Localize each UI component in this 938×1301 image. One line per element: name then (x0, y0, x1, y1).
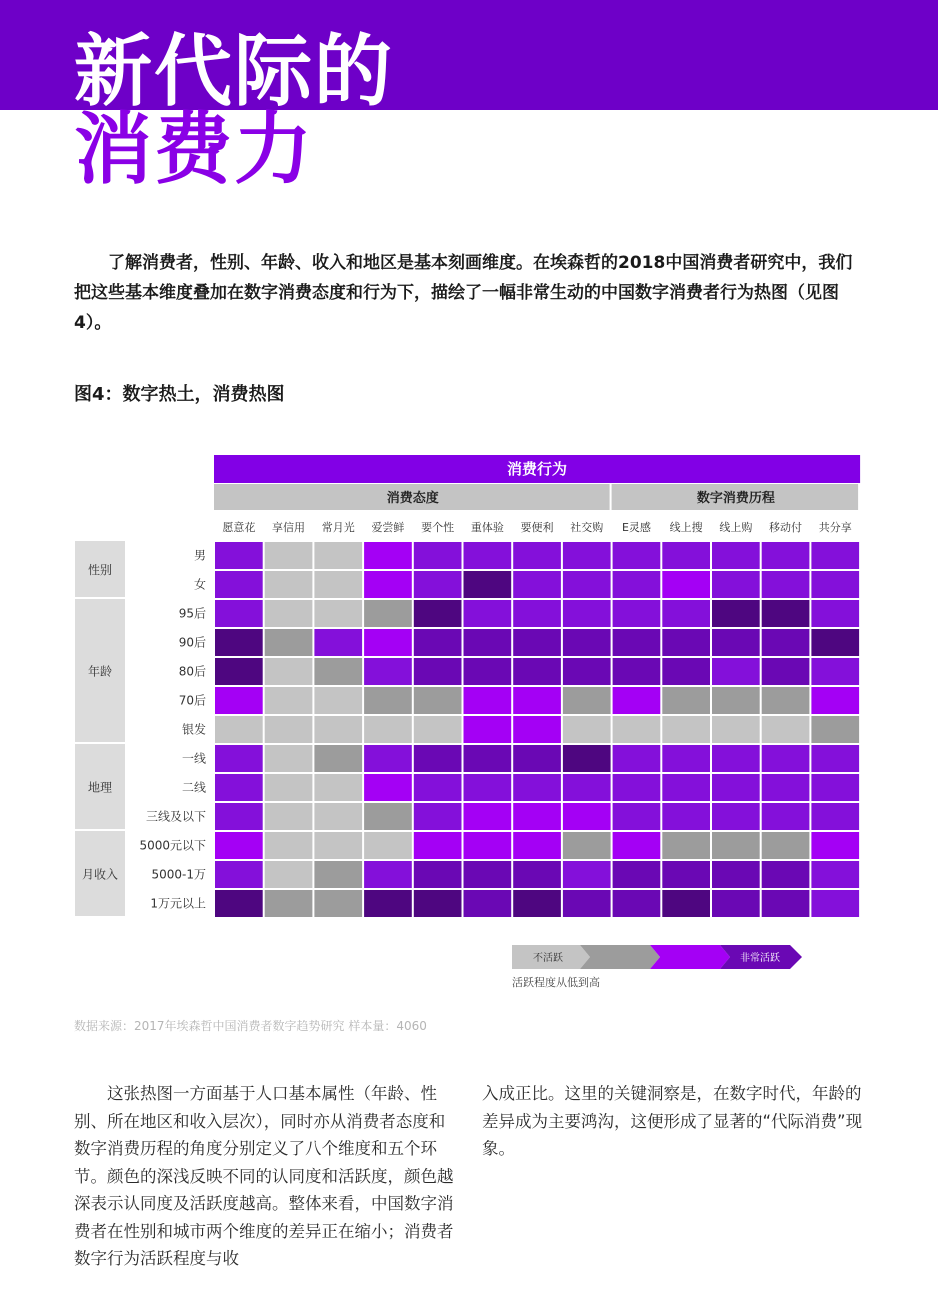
column-group-label: 数字消费历程 (696, 491, 775, 506)
heatmap-cell (265, 658, 313, 685)
heatmap-cell (513, 890, 561, 917)
heatmap-cell (464, 716, 512, 743)
heatmap-cell (613, 716, 661, 743)
heatmap-cell (613, 890, 661, 917)
heatmap-cell (613, 629, 661, 656)
column-label: E灵感 (621, 521, 651, 534)
row-label: 70后 (178, 693, 206, 708)
body-text-right: 入成正比。这里的关键洞察是，在数字时代，年龄的差异成为主要鸿沟，这便形成了显著的“代际消费”现象。 (482, 1084, 863, 1158)
heatmap-cell (364, 687, 412, 714)
heatmap-cell (464, 890, 512, 917)
heatmap-cell (265, 832, 313, 859)
column-label: 移动付 (769, 521, 803, 534)
heatmap-cell (265, 774, 313, 801)
heatmap-cell (712, 687, 760, 714)
heatmap-cell (265, 745, 313, 772)
heatmap-cell (464, 600, 512, 627)
heatmap-cell (563, 803, 611, 830)
row-group-label: 地理 (87, 780, 113, 795)
heatmap-cell (563, 832, 611, 859)
heatmap-cell (811, 571, 859, 598)
row-label: 80后 (178, 664, 206, 679)
row-label: 一线 (181, 751, 206, 766)
heatmap-cell (563, 600, 611, 627)
heatmap-cell (662, 687, 710, 714)
heatmap-cell (414, 571, 462, 598)
heatmap-cell (762, 687, 810, 714)
heatmap-cell (513, 542, 561, 569)
heatmap-cell (712, 600, 760, 627)
heatmap-cell (464, 803, 512, 830)
legend-segment (650, 945, 730, 969)
row-group-label: 月收入 (81, 867, 119, 882)
heatmap-cell (464, 658, 512, 685)
heatmap-cell (314, 774, 362, 801)
heatmap-cell (613, 571, 661, 598)
heatmap-cell (265, 687, 313, 714)
row-label: 二线 (181, 780, 206, 795)
heatmap-cell (762, 716, 810, 743)
heatmap-cell (513, 716, 561, 743)
heatmap-cell (265, 716, 313, 743)
heatmap-cell (811, 542, 859, 569)
column-label: 线上搜 (669, 521, 703, 534)
heatmap-cell (712, 861, 760, 888)
heatmap-cell (811, 745, 859, 772)
heatmap-cell (364, 745, 412, 772)
heatmap-cell (662, 803, 710, 830)
row-label: 5000-1万 (151, 867, 206, 882)
heatmap-cell (215, 600, 263, 627)
heatmap-cell (215, 716, 263, 743)
heatmap-cell (265, 890, 313, 917)
heatmap-cell (464, 774, 512, 801)
heatmap-cell (414, 687, 462, 714)
heatmap-cell (662, 600, 710, 627)
heatmap-cell (613, 687, 661, 714)
heatmap-cell (364, 861, 412, 888)
heatmap-cell (811, 774, 859, 801)
heatmap-cell (215, 803, 263, 830)
heatmap-cell (811, 890, 859, 917)
heatmap-cell (314, 861, 362, 888)
heatmap-cell (712, 542, 760, 569)
heatmap-cell (613, 658, 661, 685)
heatmap-cell (215, 542, 263, 569)
row-label: 银发 (181, 722, 206, 737)
heatmap-cell (662, 542, 710, 569)
heatmap-cell (414, 803, 462, 830)
heatmap-cell (464, 542, 512, 569)
heatmap-cell (513, 745, 561, 772)
row-label: 95后 (178, 606, 206, 621)
heatmap-cell (613, 832, 661, 859)
legend-caption: 活跃程度从低到高 (512, 976, 600, 989)
heatmap-cell (513, 832, 561, 859)
data-source-note: 数据来源：2017年埃森哲中国消费者数字趋势研究 样本量：4060 (74, 1019, 427, 1033)
heatmap-cell (215, 832, 263, 859)
heatmap-cell (215, 687, 263, 714)
heatmap-cell (762, 890, 810, 917)
heatmap-cell (662, 774, 710, 801)
intro-paragraph: 了解消费者，性别、年龄、收入和地区是基本刻画维度。在埃森哲的2018中国消费者研究中，我们把这些基本维度叠加在数字消费态度和行为下，描绘了一幅非常生动的中国数字消费者行为热图（见图4）。 (74, 253, 853, 333)
heatmap-cell (712, 571, 760, 598)
column-label: 爱尝鲜 (371, 521, 405, 534)
column-label: 线上购 (719, 521, 753, 534)
heatmap-cell (662, 890, 710, 917)
heatmap-cell (762, 542, 810, 569)
heatmap-cell (811, 803, 859, 830)
chart-title: 消费行为 (507, 460, 568, 478)
heatmap-cell (563, 629, 611, 656)
heatmap-cell (414, 890, 462, 917)
heatmap-cell (513, 600, 561, 627)
heatmap-cell (314, 687, 362, 714)
row-label: 三线及以下 (145, 809, 206, 824)
heatmap-cell (364, 716, 412, 743)
heatmap-cell (414, 861, 462, 888)
heatmap-cell (314, 832, 362, 859)
heatmap-cell (215, 571, 263, 598)
row-group-label: 性别 (87, 563, 113, 577)
heatmap-cell (265, 629, 313, 656)
heatmap-cell (364, 774, 412, 801)
heatmap-cell (563, 687, 611, 714)
heatmap-cell (811, 600, 859, 627)
heatmap-cell (364, 629, 412, 656)
heatmap-cell (215, 745, 263, 772)
page-title-line2: 消费力 (74, 105, 315, 195)
heatmap-cell (314, 745, 362, 772)
heatmap-cell (762, 774, 810, 801)
heatmap-cell (364, 542, 412, 569)
heatmap-cell (662, 571, 710, 598)
heatmap-cell (364, 600, 412, 627)
heatmap-cell (811, 832, 859, 859)
heatmap-cell (513, 687, 561, 714)
heatmap-cell (314, 571, 362, 598)
heatmap-cell (712, 803, 760, 830)
heatmap-cell (464, 687, 512, 714)
heatmap-cell (712, 658, 760, 685)
column-label: 常月光 (321, 521, 355, 534)
heatmap-cell (613, 774, 661, 801)
heatmap-cell (811, 861, 859, 888)
row-group-label: 年龄 (87, 664, 113, 679)
heatmap-chart (0, 440, 938, 1000)
heatmap-cell (215, 658, 263, 685)
heatmap-cell (414, 745, 462, 772)
heatmap-cell (215, 774, 263, 801)
column-label: 要个性 (421, 521, 455, 534)
heatmap-cell (265, 571, 313, 598)
heatmap-cell (314, 890, 362, 917)
heatmap-cell (265, 600, 313, 627)
heatmap-cell (314, 803, 362, 830)
heatmap-cell (414, 600, 462, 627)
column-label: 愿意花 (222, 521, 256, 534)
heatmap-cell (762, 745, 810, 772)
heatmap-cell (215, 890, 263, 917)
heatmap-cell (464, 745, 512, 772)
heatmap-cell (762, 600, 810, 627)
heatmap-cell (414, 774, 462, 801)
heatmap-cell (712, 629, 760, 656)
heatmap-cell (513, 861, 561, 888)
heatmap-cell (563, 716, 611, 743)
heatmap-cell (513, 629, 561, 656)
heatmap-cell (613, 600, 661, 627)
heatmap-cell (563, 658, 611, 685)
heatmap-cell (811, 658, 859, 685)
row-label: 90后 (178, 635, 206, 650)
heatmap-cell (762, 629, 810, 656)
heatmap-cell (662, 629, 710, 656)
heatmap-cell (712, 774, 760, 801)
heatmap-cell (314, 629, 362, 656)
heatmap-cell (563, 542, 611, 569)
heatmap-cell (414, 716, 462, 743)
heatmap-cell (314, 600, 362, 627)
heatmap-cell (513, 571, 561, 598)
heatmap-cell (662, 658, 710, 685)
heatmap-cell (464, 629, 512, 656)
legend-low-label: 不活跃 (533, 953, 563, 964)
heatmap-cell (464, 571, 512, 598)
heatmap-cell (215, 629, 263, 656)
heatmap-cell (762, 803, 810, 830)
heatmap-cell (265, 542, 313, 569)
column-label: 共分享 (818, 521, 852, 534)
heatmap-cell (563, 774, 611, 801)
heatmap-cell (364, 890, 412, 917)
heatmap-cell (414, 658, 462, 685)
column-label: 重体验 (470, 521, 504, 534)
row-label: 5000元以下 (139, 838, 206, 853)
heatmap-cell (563, 890, 611, 917)
heatmap-cell (762, 658, 810, 685)
heatmap-cell (811, 629, 859, 656)
page-title-line1: 新代际的 (74, 27, 395, 117)
heatmap-cell (314, 716, 362, 743)
heatmap-cell (811, 716, 859, 743)
heatmap-cell (364, 658, 412, 685)
body-text-left: 这张热图一方面基于人口基本属性（年龄、性别、所在地区和收入层次），同时亦从消费者态度和数字消费历程的角度分别定义了八个维度和五个环节。颜色的深浅反映不同的认同度和活跃度，颜色越深表示认同度及活跃度越高。整体来看，中国数字消费者在性别和城市两个维度的差异正在缩小；消费者数字行为活跃程度与收 (74, 1084, 454, 1268)
heatmap-cell (563, 571, 611, 598)
heatmap-cell (762, 571, 810, 598)
column-label: 享信用 (272, 521, 306, 534)
figure-title: 图4：数字热土，消费热图 (74, 384, 285, 405)
heatmap-cell (613, 803, 661, 830)
row-label: 男 (193, 548, 206, 563)
heatmap-cell (464, 832, 512, 859)
heatmap-cell (364, 832, 412, 859)
heatmap-cell (314, 658, 362, 685)
heatmap-cell (563, 745, 611, 772)
heatmap-cell (364, 571, 412, 598)
heatmap-cell (662, 832, 710, 859)
legend-segment (580, 945, 660, 969)
heatmap-cell (464, 861, 512, 888)
heatmap-cell (613, 542, 661, 569)
heatmap-cell (662, 861, 710, 888)
heatmap-cell (414, 832, 462, 859)
heatmap-cell (712, 716, 760, 743)
heatmap-cell (662, 716, 710, 743)
column-label: 要便利 (520, 521, 554, 534)
heatmap-cell (613, 745, 661, 772)
heatmap-cell (513, 658, 561, 685)
heatmap-cell (712, 745, 760, 772)
heatmap-cell (215, 861, 263, 888)
heatmap-cell (265, 803, 313, 830)
heatmap-cell (414, 542, 462, 569)
heatmap-cell (712, 890, 760, 917)
heatmap-cell (414, 629, 462, 656)
heatmap-cell (364, 803, 412, 830)
heatmap-cell (513, 774, 561, 801)
heatmap-cell (613, 861, 661, 888)
heatmap-cell (265, 861, 313, 888)
heatmap-cell (762, 861, 810, 888)
heatmap-cell (762, 832, 810, 859)
heatmap-cell (563, 861, 611, 888)
column-label: 社交购 (570, 521, 604, 534)
row-label: 1万元以上 (150, 896, 206, 911)
column-group-label: 消费态度 (386, 491, 439, 506)
heatmap-cell (314, 542, 362, 569)
heatmap-cell (513, 803, 561, 830)
heatmap-cell (811, 687, 859, 714)
legend-high-label: 非常活跃 (740, 953, 780, 964)
heatmap-cell (712, 832, 760, 859)
heatmap-cell (662, 745, 710, 772)
row-label: 女 (193, 577, 206, 592)
